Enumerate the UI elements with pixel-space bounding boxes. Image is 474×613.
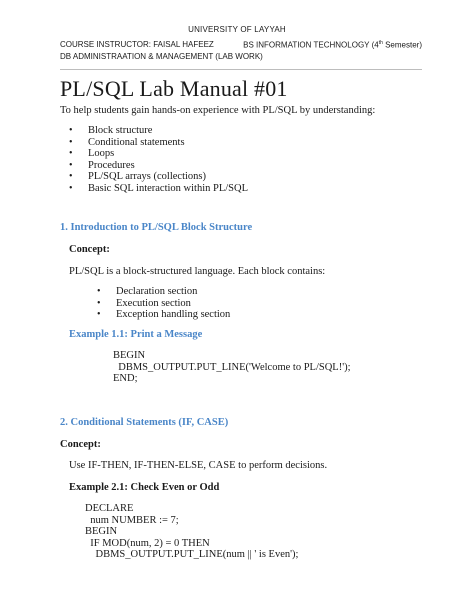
intro-text: To help students gain hands-on experience with PL/SQL by understanding: [60,105,376,116]
list-item: • Basic SQL interaction within PL/SQL [69,183,248,195]
code-line: DBMS_OUTPUT.PUT_LINE(num || ' is Even'); [85,549,299,560]
code-line: DECLARE [85,503,134,514]
header-instructor: COURSE INSTRUCTOR: FAISAL HAFEEZ [60,40,214,49]
block-parts-list [97,286,230,321]
header-program [243,40,422,50]
section-2-concept-label: Concept: [60,439,101,450]
header-course: DB ADMINISTRAATION & MANAGEMENT (LAB WORK) [60,52,263,61]
header-university: UNIVERSITY OF LAYYAH [188,25,286,34]
header-program-sup: th [378,40,383,46]
code-line: num NUMBER := 7; [85,514,179,526]
list-item: • Loops [69,148,248,160]
section-2-heading: 2. Conditional Statements (IF, CASE) [60,417,229,428]
objectives-list [69,125,248,194]
section-2-concept-text: Use IF-THEN, IF-THEN-ELSE, CASE to perform decisions. [69,460,328,471]
code-block-2 [85,503,298,561]
header-program-prefix: BS INFORMATION TECHNOLOGY (4 [243,40,379,50]
code-line: END; [113,373,138,384]
code-line: BEGIN [85,526,118,537]
list-item: • Exception handling section [97,309,230,321]
list-item: • Execution section [97,298,230,310]
section-1-concept-text: PL/SQL is a block-structured language. Each block contains: [69,266,326,277]
header-program-suffix: Semester) [382,40,422,50]
list-item: • Declaration section [97,286,230,298]
list-item: • PL/SQL arrays (collections) [69,171,248,183]
list-item: • Procedures [69,160,248,172]
section-1-heading: 1. Introduction to PL/SQL Block Structure [60,222,253,233]
list-item: • Block structure [69,125,248,137]
header-divider [60,69,422,70]
code-line: DBMS_OUTPUT.PUT_LINE('Welcome to PL/SQL!'); [113,361,351,373]
code-block-1 [113,350,351,385]
example-2-heading: Example 2.1: Check Even or Odd [69,482,220,493]
page-title: PL/SQL Lab Manual #01 [60,76,288,101]
list-item: • Conditional statements [69,137,248,149]
header-row [60,40,422,50]
section-1-concept-label: Concept: [69,244,110,255]
example-1-heading: Example 1.1: Print a Message [69,329,203,340]
code-line: IF MOD(num, 2) = 0 THEN [85,537,210,549]
code-line: BEGIN [113,350,146,361]
